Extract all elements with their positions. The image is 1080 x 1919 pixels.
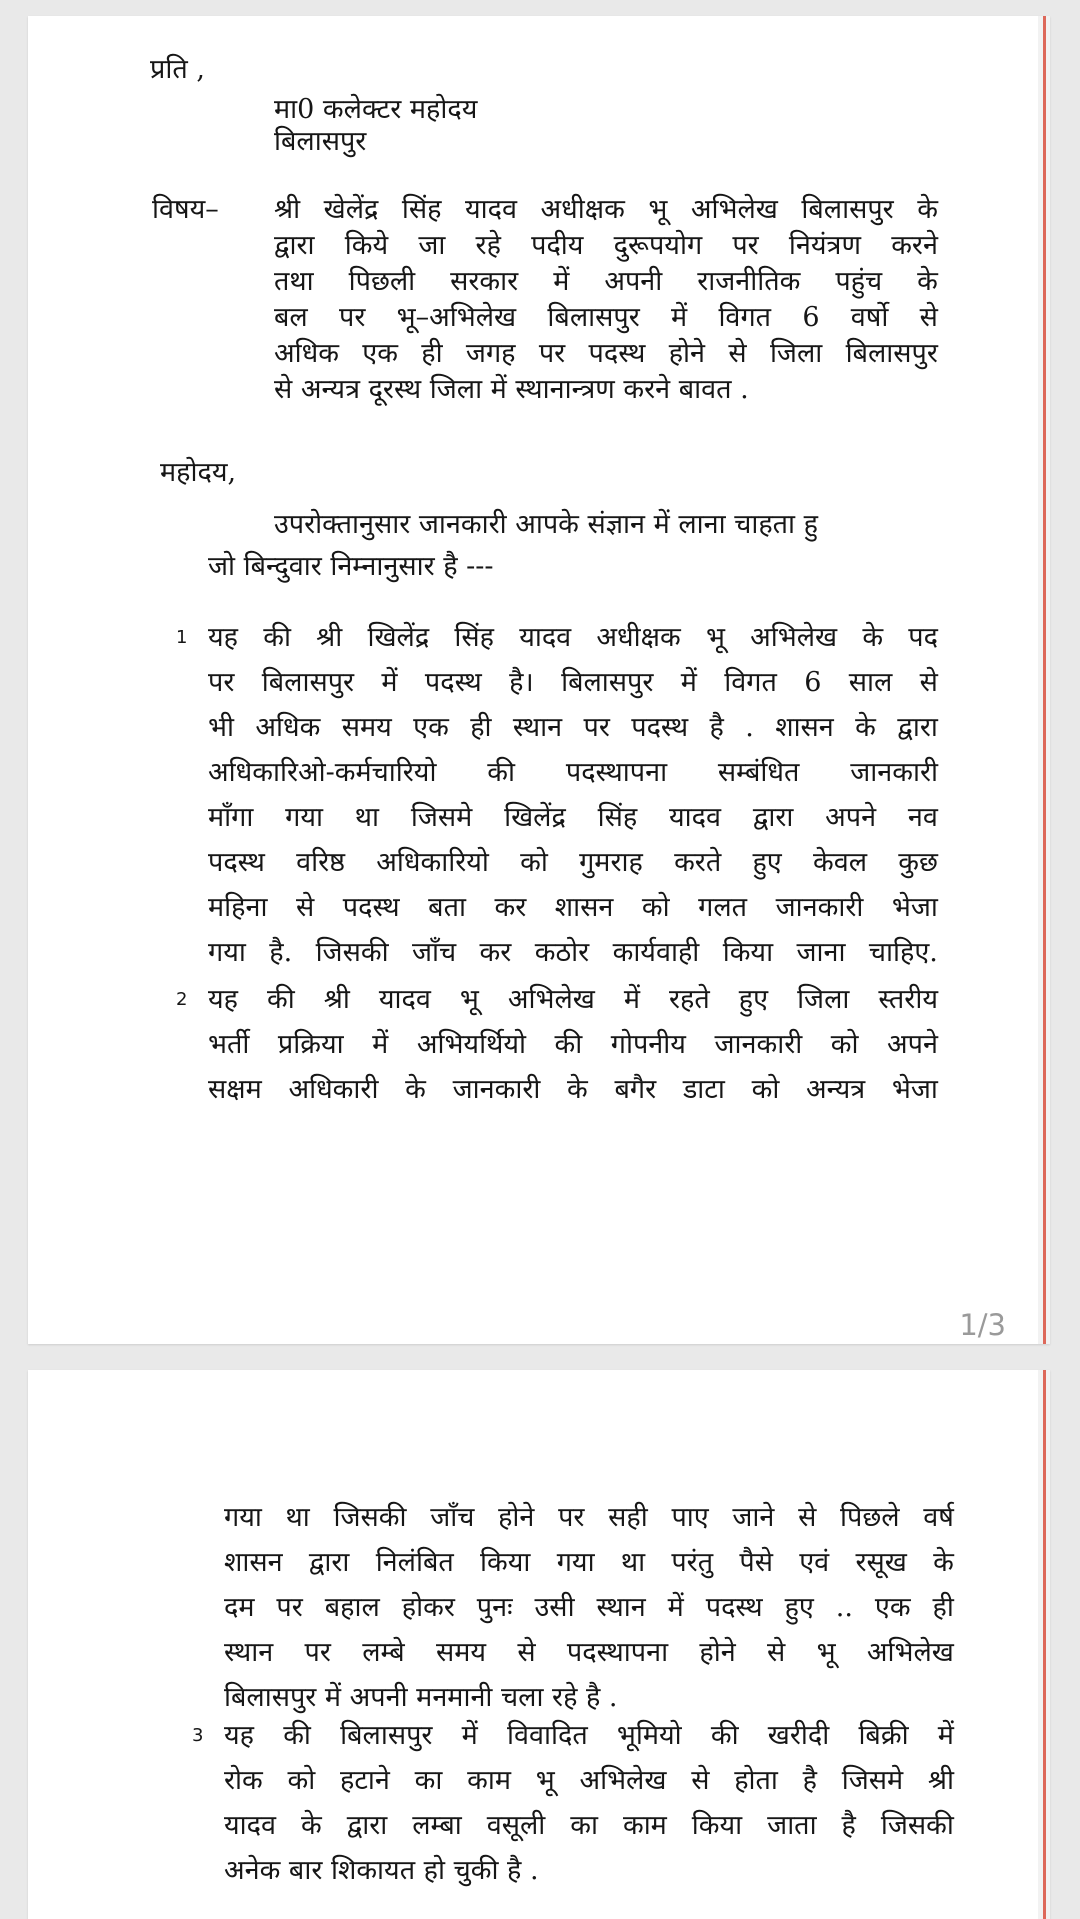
word: बहाल [324,1592,380,1623]
word: खेलेंद्र [323,194,379,225]
word: शासन [775,712,834,743]
word: में [680,667,697,698]
word: के [300,1810,322,1841]
word: सरकार [450,266,519,297]
word: श्री [927,1765,954,1796]
text-line [208,888,938,928]
word: की [267,984,295,1015]
word: किया [722,937,774,968]
point-number: 3 [192,1725,204,1746]
word: से [798,1502,817,1533]
word: जाँच [430,1502,475,1533]
word: बल [274,302,308,333]
word: अधिकारियो [376,847,489,878]
word: पदस्थ [342,892,400,923]
word: भर्ती [208,1029,250,1060]
word: जिसकी [333,1502,407,1533]
word: निलंबित [375,1547,454,1578]
word: से [919,667,938,698]
word: को [520,847,548,878]
word: काम [622,1810,667,1841]
word: अधिक [274,338,339,369]
word: अपनी [604,266,663,297]
word: अभिलेख [690,194,778,225]
word: की [554,1029,583,1060]
word: पर [276,1592,303,1623]
word: की [263,622,291,653]
word: में [553,266,570,297]
word: को [751,1074,780,1105]
word: वर्ष [923,1502,954,1533]
word: है [802,1765,817,1796]
page-edge-strip [1038,16,1050,1344]
word: था [620,1547,646,1578]
word: में [671,302,688,333]
word: किया [480,1547,531,1578]
word: पदस्थ [631,712,689,743]
word: पर [732,230,759,261]
word: के [917,194,938,225]
word: से [728,338,747,369]
word: सिंह [454,622,494,653]
text-line [274,262,938,302]
text-line [208,1070,938,1110]
word: समय [435,1637,487,1668]
word: है [841,1810,856,1841]
word: डाटा [682,1074,725,1105]
word: में [667,1592,684,1623]
text-line [224,1588,954,1628]
word: रोक [224,1765,263,1796]
word: बगैर [614,1074,657,1105]
word: हुए [784,1592,814,1623]
word: पर [583,712,610,743]
word: हटाने [339,1765,390,1796]
word: प्रक्रिया [277,1029,344,1060]
word: कार्यवाही [612,937,700,968]
word: द्वारा [346,1810,388,1841]
word: जिला [797,984,850,1015]
word: द्वारा [308,1547,350,1578]
word: अधीक्षक [596,622,681,653]
word: भी [208,712,234,743]
word: नियंत्रण [788,230,861,261]
word: साल [848,667,893,698]
word: राजनीतिक [697,266,801,297]
word: में [381,667,398,698]
salutation-to: प्रति , [150,54,205,85]
word: जानकारी [714,1029,803,1060]
word: शासन [224,1547,283,1578]
word: गुमराह [579,847,643,878]
text-line [208,753,938,793]
word: पदस्थ [424,667,482,698]
text-line [224,1761,954,1801]
word: से [295,892,315,923]
word: एक [874,1592,911,1623]
word: था [354,802,380,833]
word: काम [467,1765,511,1796]
word: सम्बंधित [717,757,800,788]
text-line [224,1498,954,1538]
word: यह [208,622,238,653]
word: .. [835,1592,853,1623]
word: गया [285,802,323,833]
word: को [641,892,670,923]
point-number: 2 [176,989,188,1010]
word: लम्बा [412,1810,462,1841]
word: जाना [796,937,846,968]
word: कर [479,937,512,968]
word: नव [907,802,938,833]
word: अधिकारी [288,1074,379,1105]
word: यादव [464,194,517,225]
word: से [919,302,938,333]
word: अभिलेख [750,622,838,653]
word: जा [418,230,446,261]
word: से [517,1637,536,1668]
word: में [623,984,640,1015]
document-page-1 [28,16,1050,1344]
text-line [274,334,938,374]
word: को [830,1029,859,1060]
word: होने [498,1502,535,1533]
word: यादव [224,1810,277,1841]
word: पर [538,338,566,369]
word: अभिलेख [866,1637,954,1668]
word: बिलासपुर [340,1720,433,1751]
recipient-city: बिलासपुर [274,126,367,157]
word: . [745,712,754,743]
word: में [461,1720,478,1751]
word: है. [269,937,293,968]
word: बिलासपुर [801,194,894,225]
word: ही [421,338,443,369]
word: लम्बे [362,1637,405,1668]
text-line [274,226,938,266]
intro-line: जो बिन्दुवार निम्नानुसार है --- [208,551,494,582]
word: में [372,1029,389,1060]
word: के [405,1074,426,1105]
text-line [274,298,938,338]
word: समय [341,712,392,743]
word: जाँच [411,937,457,968]
word: महिना [208,892,268,923]
word: जगह [465,338,516,369]
word: दम [224,1592,255,1623]
word: जानकारी [775,892,864,923]
word: बिक्री [858,1720,909,1751]
text-line [208,708,938,748]
word: केवल [812,847,868,878]
word: स्तरीय [878,984,938,1015]
word: की [283,1720,311,1751]
text-line: अनेक बार शिकायत हो चुकी है . [224,1855,539,1886]
word: वसूली [486,1810,546,1841]
word: रहते [669,984,710,1015]
text-line: बिलासपुर में अपनी मनमानी चला रहे है . [224,1682,618,1713]
word: खरीदी [767,1720,830,1751]
word: में [937,1720,954,1751]
word: करते [674,847,722,878]
word: जिसमे [410,802,473,833]
word: सिंह [401,194,442,225]
word: के [917,266,938,297]
text-line [208,843,938,883]
word: से [767,1637,786,1668]
word: था [285,1502,310,1533]
word: एवं [799,1547,830,1578]
word: एक [413,712,449,743]
word: भू [459,984,479,1015]
word: विवादित [506,1720,588,1751]
word: शासन [554,892,614,923]
recipient-title: मा0 कलेक्टर महोदय [274,94,478,125]
word: खिलेंद्र [504,802,566,833]
word: 6 [802,302,820,333]
word: जानकारी [850,757,938,788]
word: यादव [519,622,572,653]
word: अधिक [255,712,321,743]
word: जाता [767,1810,817,1841]
word: चाहिए. [868,937,938,968]
word: भू [705,622,725,653]
word: अधीक्षक [540,194,625,225]
word: गया [224,1502,262,1533]
word: यह [208,984,238,1015]
word: पदस्थ [208,847,265,878]
word: पर [304,1637,331,1668]
word: होने [668,338,706,369]
word: जिसकी [315,937,389,968]
word: है [709,712,724,743]
word: खिलेंद्र [367,622,430,653]
word: पर [339,302,366,333]
word: जानकारी [452,1074,541,1105]
word: ही [932,1592,954,1623]
word: वरिष्ठ [296,847,346,878]
word: होकर [401,1592,455,1623]
word: भूमियो [616,1720,682,1751]
word: उसी [534,1592,575,1623]
word: पिछली [348,266,416,297]
word: बिलासपुर [547,302,640,333]
word: गया [556,1547,595,1578]
word: है। [509,667,534,698]
word: होता [734,1765,778,1796]
document-page-2 [28,1370,1050,1919]
word: के [567,1074,588,1105]
word: भू [535,1765,555,1796]
word: भेजा [891,1074,938,1105]
word: किये [344,230,389,261]
word: पाए [671,1502,709,1533]
word: हुए [738,984,769,1015]
word: पदीय [531,230,584,261]
text-line [208,663,938,703]
word: बता [428,892,466,923]
word: 6 [804,667,822,698]
word: रसूख [855,1547,907,1578]
word: यादव [669,802,722,833]
word: अपने [825,802,877,833]
text-line [224,1633,954,1673]
subject-label: विषय– [152,194,219,225]
word: यह [224,1720,254,1751]
word: रहे [475,230,501,261]
word: पदस्थापना [566,1637,669,1668]
word: कठोर [534,937,590,968]
page-edge-strip [1038,1370,1050,1919]
word: का [570,1810,598,1841]
word: करने [891,230,938,261]
page-indicator: 1/3 [959,1308,1006,1342]
word: दुरूपयोग [613,230,703,261]
text-line [208,1025,938,1065]
word: के [933,1547,954,1578]
word: परंतु [671,1547,714,1578]
word: को [287,1765,316,1796]
word: किया [691,1810,743,1841]
word: विगत [724,667,777,698]
word: पदस्थ [705,1592,763,1623]
word: अपने [887,1029,938,1060]
word: अभिलेख [579,1765,667,1796]
word: होने [699,1637,736,1668]
text-line: से अन्यत्र दूरस्थ जिला में स्थानान्त्रण करने बावत . [274,374,749,405]
word: श्री [323,984,350,1015]
text-line [208,618,938,658]
text-line [208,798,938,838]
word: की [487,757,516,788]
word: अधिकारिओ-कर्मचारियो [208,757,437,788]
word: भू [816,1637,836,1668]
point-number: 1 [176,627,188,648]
text-line [224,1806,954,1846]
word: के [862,622,884,653]
word: कुछ [898,847,938,878]
word: भू–अभिलेख [396,302,517,333]
word: सही [608,1502,648,1533]
word: पदस्थ [588,338,646,369]
word: पहुंच [835,266,883,297]
word: गलत [698,892,748,923]
word: पर [208,667,235,698]
word: वर्षो [850,302,889,333]
word: जिला [769,338,823,369]
word: स्थान [512,712,563,743]
word: जाने [732,1502,775,1533]
word: द्वारा [752,802,794,833]
word: कर [494,892,527,923]
word: के [855,712,876,743]
word: द्वारा [274,230,315,261]
word: स्थान [224,1637,274,1668]
word: पैसे [739,1547,773,1578]
word: भू [648,194,668,225]
greeting: महोदय, [160,457,237,488]
word: माँगा [208,802,254,833]
word: का [414,1765,443,1796]
intro-line: उपरोक्तानुसार जानकारी आपके संज्ञान में लाना चाहता हु [274,509,818,540]
word: अन्यत्र [806,1074,866,1105]
word: सक्षम [208,1074,262,1105]
word: जिसकी [880,1810,954,1841]
word: पिछले [840,1502,900,1533]
word: अभिलेख [507,984,595,1015]
word: गया [208,937,246,968]
word: पर [558,1502,585,1533]
text-line [208,980,938,1020]
word: बिलासपुर [561,667,654,698]
word: गोपनीय [610,1029,686,1060]
word: बिलासपुर [845,338,938,369]
word: अभियर्थियो [416,1029,526,1060]
text-line [224,1716,954,1756]
word: श्री [316,622,343,653]
word: ही [470,712,492,743]
word: विगत [718,302,772,333]
text-line [224,1543,954,1583]
word: से [691,1765,710,1796]
text-line [208,933,938,973]
text-line [274,190,938,230]
word: तथा [274,266,314,297]
word: पद [908,622,938,653]
word: जिसमे [841,1765,904,1796]
word: श्री [274,194,301,225]
word: स्थान [596,1592,646,1623]
word: द्वारा [897,712,938,743]
word: बिलासपुर [261,667,355,698]
word: सिंह [597,802,638,833]
word: पदस्थापना [565,757,668,788]
word: हुए [752,847,782,878]
word: भेजा [891,892,938,923]
word: पुनः [476,1592,513,1623]
word: की [710,1720,739,1751]
word: एक [362,338,398,369]
word: यादव [378,984,431,1015]
